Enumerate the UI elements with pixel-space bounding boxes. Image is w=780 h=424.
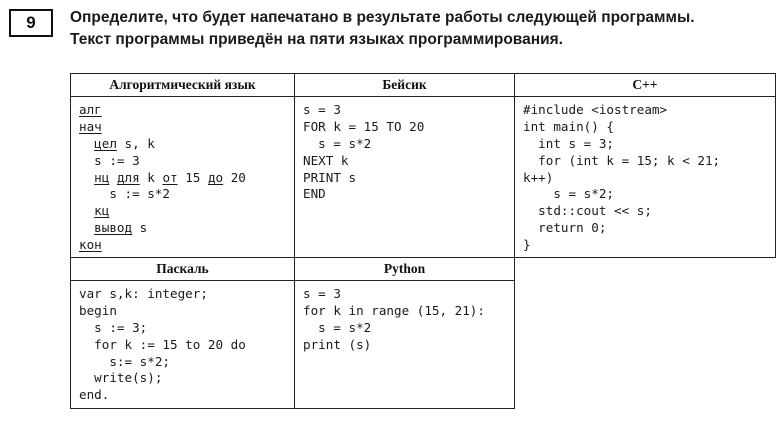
code-python	[295, 281, 514, 357]
code-basic	[295, 97, 514, 206]
cpp-line: std::cout << s;	[523, 203, 652, 219]
pascal-line: s:= s*2;	[79, 353, 170, 369]
python-line: for k in range (15, 21):	[303, 302, 485, 318]
python-line: s = 3	[303, 286, 341, 302]
header-algo: Алгоритмический язык	[71, 74, 295, 97]
python-line: s = s*2	[303, 319, 372, 335]
pascal-line: begin	[79, 302, 117, 318]
algo-line: кон	[79, 237, 102, 253]
pascal-line: write(s);	[79, 370, 163, 386]
cell-algo	[71, 97, 295, 258]
basic-line: END	[303, 186, 326, 202]
cpp-line: #include <iostream>	[523, 102, 668, 117]
basic-line: FOR k = 15 TO 20	[303, 118, 425, 134]
pascal-line: s := 3;	[79, 319, 148, 335]
algo-keyword: до	[207, 169, 224, 185]
header-basic: Бейсик	[295, 74, 515, 97]
question-number: 9	[9, 9, 53, 37]
basic-line: s = 3	[303, 102, 341, 117]
cpp-line: return 0;	[523, 220, 607, 236]
algo-keyword: кц	[94, 203, 110, 219]
header-cpp: C++	[515, 74, 776, 97]
header-pascal: Паскаль	[71, 258, 295, 281]
algo-keyword: для	[116, 169, 140, 185]
algo-keyword: цел	[94, 135, 117, 151]
basic-line: PRINT s	[303, 169, 357, 185]
cpp-line: for (int k = 15; k < 21;	[523, 152, 721, 168]
algo-line: s := s*2	[109, 186, 171, 202]
cpp-line: int s = 3;	[523, 135, 614, 151]
code-cpp	[515, 97, 775, 257]
basic-line: NEXT k	[303, 152, 349, 168]
cpp-line: k++)	[523, 169, 554, 185]
header-python: Python	[295, 258, 515, 281]
pascal-line: var s,k: integer;	[79, 286, 208, 302]
cell-basic	[295, 97, 515, 258]
python-line: print (s)	[303, 336, 372, 352]
algo-keyword: нц	[94, 169, 110, 185]
code-algo	[71, 97, 294, 257]
algo-text: 20	[223, 169, 246, 185]
algo-line: s := 3	[94, 152, 140, 168]
algo-text: k	[139, 169, 163, 185]
algo-text: s	[132, 220, 148, 236]
algo-line: алг	[79, 102, 102, 117]
algo-line: нач	[79, 118, 102, 134]
cell-cpp	[515, 97, 776, 258]
code-pascal	[71, 281, 294, 407]
cpp-line: s = s*2;	[523, 186, 614, 202]
basic-line: s = s*2	[303, 135, 372, 151]
pascal-line: for k := 15 to 20 do	[79, 336, 246, 352]
program-table	[70, 73, 776, 409]
question-line-2: Текст программы приведён на пяти языках программирования.	[70, 31, 563, 48]
question-text	[70, 7, 775, 51]
algo-text: 15	[177, 169, 208, 185]
cpp-line: int main() {	[523, 118, 614, 134]
empty-cell	[515, 258, 776, 281]
cpp-line: }	[523, 237, 531, 253]
question-line-1: Определите, что будет напечатано в результате работы следующей программы.	[70, 9, 695, 26]
cell-python	[295, 281, 515, 409]
pascal-line: end.	[79, 387, 110, 403]
cell-pascal	[71, 281, 295, 409]
algo-text: s, k	[116, 135, 155, 151]
algo-keyword: от	[162, 169, 178, 185]
algo-keyword: вывод	[94, 220, 133, 236]
empty-cell	[515, 281, 776, 409]
